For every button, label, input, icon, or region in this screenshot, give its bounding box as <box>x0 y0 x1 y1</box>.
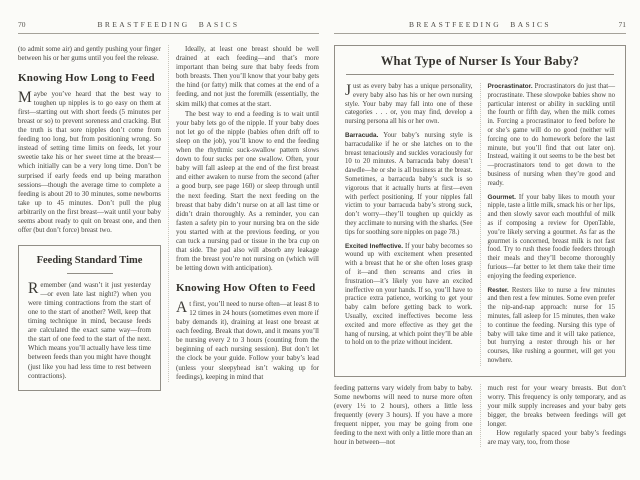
right-page-column-1 <box>334 384 473 448</box>
nurser-entry-barracuda <box>345 132 473 238</box>
left-page-columns <box>18 45 319 391</box>
sidebox-title: Feeding Standard Time <box>36 255 143 267</box>
right-page-column-2 <box>480 384 627 448</box>
continuation-paragraph: (to admit some air) and gently pushing your finger between his or her gums until you feel the release. <box>18 45 161 63</box>
nurser-term-excited-ineffective: Excited Ineffective. <box>345 242 404 250</box>
feeding-patterns-paragraph: feeding patterns vary widely from baby to baby. Some newborns will need to nurse more often (every 1½ to 2 hours), others a little less frequently (every 3 hours). If you have a more frequent nipper, you may be going from one feeding to the next with only a little more than an hour in between—not <box>334 383 473 447</box>
left-page <box>18 20 319 391</box>
feeding-standard-time-box <box>18 245 161 391</box>
left-page-header <box>18 20 319 34</box>
sidebox-title-rule <box>67 273 113 274</box>
much-rest-paragraph: much rest for your weary breasts. But don’t worry. This frequency is only temporary, and as your milk supply increases and your baby gets bigger, the breaks between feedings will get longer. <box>487 383 626 429</box>
page-number-right: 71 <box>618 20 626 29</box>
nurser-entry-procrastinator <box>488 83 616 189</box>
nurser-text-rester: Resters like to nurse a few minutes and then rest a few minutes. Some even prefer the nip-and-nap approach: nurse for 15 minutes, fall asleep for 15 minutes, then wake to continue the feeding. Nursing this type of baby will take time and it will take patience, but hurrying a rester through his or her courses, like rushing a gourmet, will get you nowhere. <box>487 286 616 364</box>
ideally-paragraph: Ideally, at least one breast should be well drained at each feeding—and that’s more important than being sure that baby feeds from both breasts. Then you’ll know that your baby gets the hind (or fatty) milk that comes at the end of a feeding, and not just the foremilk (essentially, the skim milk) that comes at the start. <box>176 45 319 108</box>
right-page-columns <box>334 384 626 448</box>
nurser-box-title-rule <box>346 74 614 75</box>
heading-knowing-how-often: Knowing How Often to Feed <box>176 282 316 295</box>
nurser-text-procrastinator: Procrastinators do just that—procrastinate. These slowpoke babies show no particular interest or ability in suckling until the fourth or fifth day, when the milk comes in. Forcing a procrastinator to feed before he or she’s game will do no good (neither will forcing one to do homework before the last minute, but you’ll find that out later on). Instead, waiting it out seems to be the best bet—procrastinators tend to get down to the business of nursing when they’re good and ready. <box>487 83 615 187</box>
best-way-paragraph: The best way to end a feeding is to wait until your baby lets go of the nipple. If your baby does not let go of the nipple (babies often drift off to sleep on the job), you’ll know to end the feeding when the rhythmic suck-swallow pattern slows down to four sucks per one swallow. Often, your baby will fall asleep at the end of the first breast and either awaken to nurse from the second (after a good burp, see page 160) or sleep through until the next feeding. Start the next feeding on the breast that baby didn’t nurse on at all last time or didn’t drain thoroughly. As a reminder, you can fasten a safety pin to your nursing bra on the side you started with at the previous feeding, or you can tuck a nursing pad or tissue in the bra cup on that side. The pad also will absorb any leakage from the breast you’re not nursing on (which will be letting down with anticipation). <box>176 109 319 273</box>
nurser-box-columns <box>345 83 615 366</box>
nurser-text-gourmet: If your baby likes to mouth your nipple, taste a little milk, smack his or her lips, and then slowly savor each mouthful of milk as if composing a review for OpenTable, you’re likely serving a gourmet. As far as the gourmet is concerned, breast milk is not fast food. Try to rush these foodie feeders through their meals and they’ll become thoroughly furious—far better to let them take their time enjoying the feeding experience. <box>487 193 615 280</box>
nurser-term-gourmet: Gourmet. <box>487 193 516 201</box>
nurser-intro-paragraph <box>345 83 473 127</box>
dropcap-r: R <box>28 279 39 297</box>
running-head-right: BREASTFEEDING BASICS <box>409 20 551 29</box>
nurser-box-column-1 <box>345 83 473 348</box>
left-page-column-2 <box>168 45 319 382</box>
sidebox-paragraph-text: emember (and wasn’t it just yesterday—or even late last night?) when you were timing contractions from the start of one to the start of another? Well, keep that timing technique in mind, because feeds are calculated the exact same way—from the start of one feed to the start of the next. Which means you’ll actually have less time between feeds than you might have thought (just like you had less time to rest between contractions). <box>28 280 151 380</box>
how-regularly-paragraph: How regularly spaced your baby’s feedings are may vary, too, from those <box>487 429 626 447</box>
right-page <box>334 20 626 447</box>
nurser-text-excited-ineffective: If your baby becomes so wound up with excitement when presented with a breast that he or she often loses grasp of it—and then screams and cries in frustration—it’s likely you have an excited ineffective on your hands. If so, you’ll have to practice extra patience, working to get your baby calm before getting back to work. Usually, excited ineffectives become less excited and more effective as they get the hang of nursing, at which point they’ll be able to hold on to the prize without incident. <box>345 242 473 347</box>
sidebox-paragraph <box>28 281 151 381</box>
how-often-paragraph-text: t first, you’ll need to nurse often—at least 8 to 12 times in 24 hours (sometimes even more if baby demands it), draining at least one breast at each feeding. Break that down, and it means you’ll be nursing every 2 to 3 hours (counting from the beginning of each nursing session). But don’t let the clock be your guide. Follow your baby’s lead (unless your sleepyhead isn’t waking up for feedings), keeping in mind that <box>176 299 319 381</box>
page-number-left: 70 <box>18 20 26 29</box>
dropcap-a: A <box>176 298 188 316</box>
nurser-type-box <box>334 45 626 377</box>
nurser-term-rester: Rester. <box>487 286 509 294</box>
heading-knowing-how-long: Knowing How Long to Feed <box>18 72 155 85</box>
dropcap-j: J <box>345 82 352 99</box>
nurser-entry-gourmet <box>488 194 616 282</box>
nurser-intro-text: ust as every baby has a unique personality, every baby also has his or her own nursing style. Your baby may fall into one of these categories . . . or, you may find, develop a nursing persona all his or her own. <box>345 83 473 126</box>
nurser-term-procrastinator: Procrastinator. <box>487 83 533 90</box>
nurser-entry-rester <box>488 287 616 366</box>
how-often-paragraph <box>176 300 319 382</box>
left-page-column-1 <box>18 45 161 391</box>
nurser-entry-excited-ineffective <box>345 243 473 349</box>
nurser-term-barracuda: Barracuda. <box>345 131 379 139</box>
nurser-text-barracuda: Your baby’s nursing style is barracudalike if he or she latches on to the breast tenaciously and suckles voraciously for 10 to 20 minutes. A barracuda baby doesn’t dawdle—he or she is all business at the breast. Sometimes, a barracuda baby’s suck is so vigorous that it actually hurts at first—even with perfect positioning. If your nipples fall victim to your barracuda baby’s strong suck, don’t worry—they’ll toughen up quickly as they acclimate to nursing with the sharks. (See tips for soothing sore nipples on page 78.) <box>345 131 473 236</box>
dropcap-m: M <box>18 88 32 106</box>
nurser-box-title: What Type of Nurser Is Your Baby? <box>380 54 580 68</box>
how-long-paragraph-text: aybe you’ve heard that the best way to toughen up nipples is to go easy on them at first—starting out with short feeds (5 minutes per breast or so) to prevent soreness and cracking. But the truth is that sore nipples don’t come from feeding too long, but from positioning wrong. So instead of setting time limits on feeds, let your sweetie take his or her sweet time at the breast—which initially can be a very long time. Don’t be surprised if early feeds end up being marathon sessions—though the average time to complete a feeding is about 20 to 30 minutes, some newborns take up to 45 minutes. Don’t pull the plug arbitrarily on the first breast—wait until your baby seems about ready to quit on breast one, and then offer (but don’t force) breast two. <box>18 89 161 235</box>
right-page-header <box>334 20 626 34</box>
running-head-left: BREASTFEEDING BASICS <box>97 20 240 29</box>
nurser-box-column-2 <box>480 83 616 366</box>
how-long-paragraph <box>18 90 161 236</box>
